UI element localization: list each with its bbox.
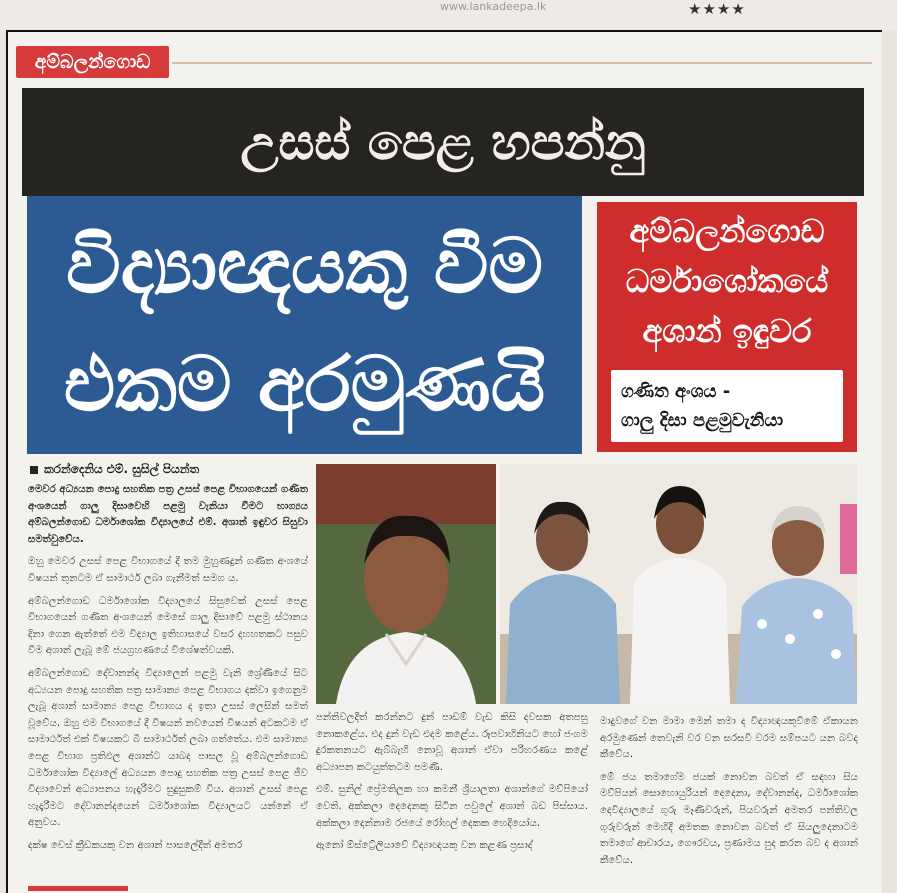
- portrait-illustration: [316, 464, 496, 704]
- article-lead: මෙවර අධ්‍යයන පොදු සහතික පත්‍ර උසස් පෙළ විභාගයෙන් ගණිත අංශයෙන් ගාලු දිසාවෙහි පළමු වැනියා වීමට භාග්‍යය අම්බලන්ගොඩ ධර්මාශෝක විද්‍යාලයේ එම්. අශාන් ඉඳුවර සිසුවා සමත්වුවේය.: [28, 484, 308, 545]
- bullet-square-icon: [30, 466, 38, 474]
- student-portrait-photo: [316, 464, 496, 704]
- kicker-headline: උසස් පෙළ හපන්නු: [22, 88, 864, 196]
- article-paragraph: පන්තිවලදීත් කරන්නට දුන් පාඩම් වැඩ කිසි දවසක අතපසු නොකළේය. එද දුන් වැඩ එදම කළේය. රූපවාහිනියට හෝ ජංගම දුරකතනයට ඇබ්බැහි නොවූ අශාන් ඒවා පරිහරණය කළේ අධ්‍යාපන කටයුත්තටම පමණි.: [316, 712, 588, 773]
- article-column-3: [600, 714, 858, 875]
- section-divider: [172, 62, 872, 64]
- article-column-2: [316, 710, 588, 861]
- article-paragraph: දක්ෂ චෙස් ක්‍රීඩකයකු වන අශාන් පාසලේදීත් අමතර: [28, 839, 243, 851]
- student-name: [597, 206, 857, 356]
- rating-stars: ★★★★: [688, 0, 746, 18]
- article-paragraph: ඔහු මෙවර උසස් පෙළ විභාගයේ දී තම මුහුණදුන් ගණිත අංශයේ විෂයන් තුනටම ඒ සාමාර්ථ ලබා ගැනීමත් සමග ය.: [28, 556, 308, 584]
- article-paragraph: එම්. සුනිල් ප්‍රේමතිලක හා කමනී ශ්‍රියාලතා අශාන්ගේ මව්පියෝ වෙති. අක්කලා දෙදෙනකු සිටින පවුලේ අශාන් බඩ පිස්සාය. අක්කලා දෙන්නාම රජයේ රෝහල් දෙකක හෙදියෝය.: [316, 784, 588, 829]
- family-illustration: [500, 464, 857, 704]
- article-paragraph: ඇනෝ ඕස්ට්‍රේලියාවේ විද්‍යාඥයකු වන කළණ ප්‍රසාද්: [316, 840, 533, 852]
- byline: [30, 462, 310, 477]
- article-column-1: [28, 482, 308, 860]
- masthead-strip: [0, 0, 897, 30]
- next-section-tag: [28, 886, 128, 891]
- masthead-url: www.lankadeepa.lk: [440, 0, 547, 13]
- headline-line-2: එකම අරමුණයි: [63, 339, 546, 428]
- result-badge: [611, 370, 843, 442]
- main-headline: [27, 196, 582, 454]
- section-tag: අම්බලන්ගොඩ: [16, 46, 169, 78]
- student-fullname: අශාන් ඉඳුවර: [642, 312, 812, 350]
- result-rank: ගාලු දිසා පළමුවැනියා: [621, 410, 784, 431]
- byline-author: කරන්දෙනිය එම්. සුසිල් පියන්ත: [44, 462, 200, 476]
- article-paragraph: අම්බලන්ගොඩ දේවානන්ද විද්‍යාලෙන් පළමු වැනි ශ්‍රේණියේ සිට අධ්‍යයන පොදු සහතික පත්‍ර සාමාන්‍ය පෙළ විභාගය දක්වා ඉගෙනුම ලැබූ අශාන් සාමාන්‍ය පෙළ විභාගය ද ඉතා උසස් ලෙසින් සමත් වූවේය. ඔහු එම විභාගයේ දී විෂයන් නවයෙන් විෂයන් අටකටම ඒ සාමාර්ථත් එක් විෂයකට බී සාමාර්ථත් ලබා ගත්තේය. එම සාමාන්‍ය පෙළ විභාග ප්‍රතිඵල අශාන්ට යාබද පාසල වූ අම්බලන්ගොඩ ධර්මාශෝක විද්‍යාලේ අධ්‍යයන පොදු සහතික පත්‍ර උසස් පෙළ ජීව විද්‍යාවෙන් අධ්‍යාපනය හැදෑරීමට සුදුසුකම් විය. අශාන් උසස් පෙළ හැදෑරීමට දේවානන්දයෙන් ධර්මාශෝක විද්‍යාලයට යන්නේ ඒ අනුවය.: [28, 667, 308, 829]
- student-school: ධර්මාශෝකයේ: [625, 262, 829, 300]
- article-paragraph: අම්බලන්ගොඩ ධර්මාශෝක විද්‍යාලයේ සිසුවෙක් උසස් පෙළ විභාගයෙන් ගණිත අංශයෙන් මෙසේ ගාලු දිසාවේ පළමු ස්ථානය දිනා ගෙන ඇත්තේ එම විද්‍යාල ඉතිහාසයේ වසර දහහතකට පසුව වීම අශාන් ලැබූ මේ ජයග්‍රහණයේ විශේෂත්වයකි.: [28, 595, 308, 657]
- student-school-town: අම්බලන්ගොඩ: [629, 212, 825, 250]
- article-paragraph: මාදුවගේ වන මාමා මෙන් තමා ද විද්‍යාඥයකුවීමේ ඒකායන අරමුණෙන් තෙවැනි වර වන සරසවි වරම සම්පයට යන බවද කීවේය.: [600, 716, 858, 761]
- headline-line-1: විද්‍යාඥයකු වීම: [66, 221, 543, 310]
- family-photo: [500, 464, 857, 704]
- article-paragraph: මේ ජය තමාගේම ජයක් නොවන බවත් ඒ සඳහා සිය මව්පියන් සොහොයුරියන් දෙදෙනා, දේවානන්ද, ධර්මාශෝක දෙවිද්‍යාලයේ ගුරු මෑණිවරුන්, පියවරුන් අමතර පන්තිවල ගුරුවරුන් මෙහිදී අමතක නොවන බවත් ඒ සියලුදෙනාටම තමාගේ ආචාරය, ගෞරවය, ප්‍රණාමය පුද කරන බව ද අශාන් කීවේය.: [600, 771, 858, 866]
- result-stream: ගණිත අංශය -: [621, 381, 731, 402]
